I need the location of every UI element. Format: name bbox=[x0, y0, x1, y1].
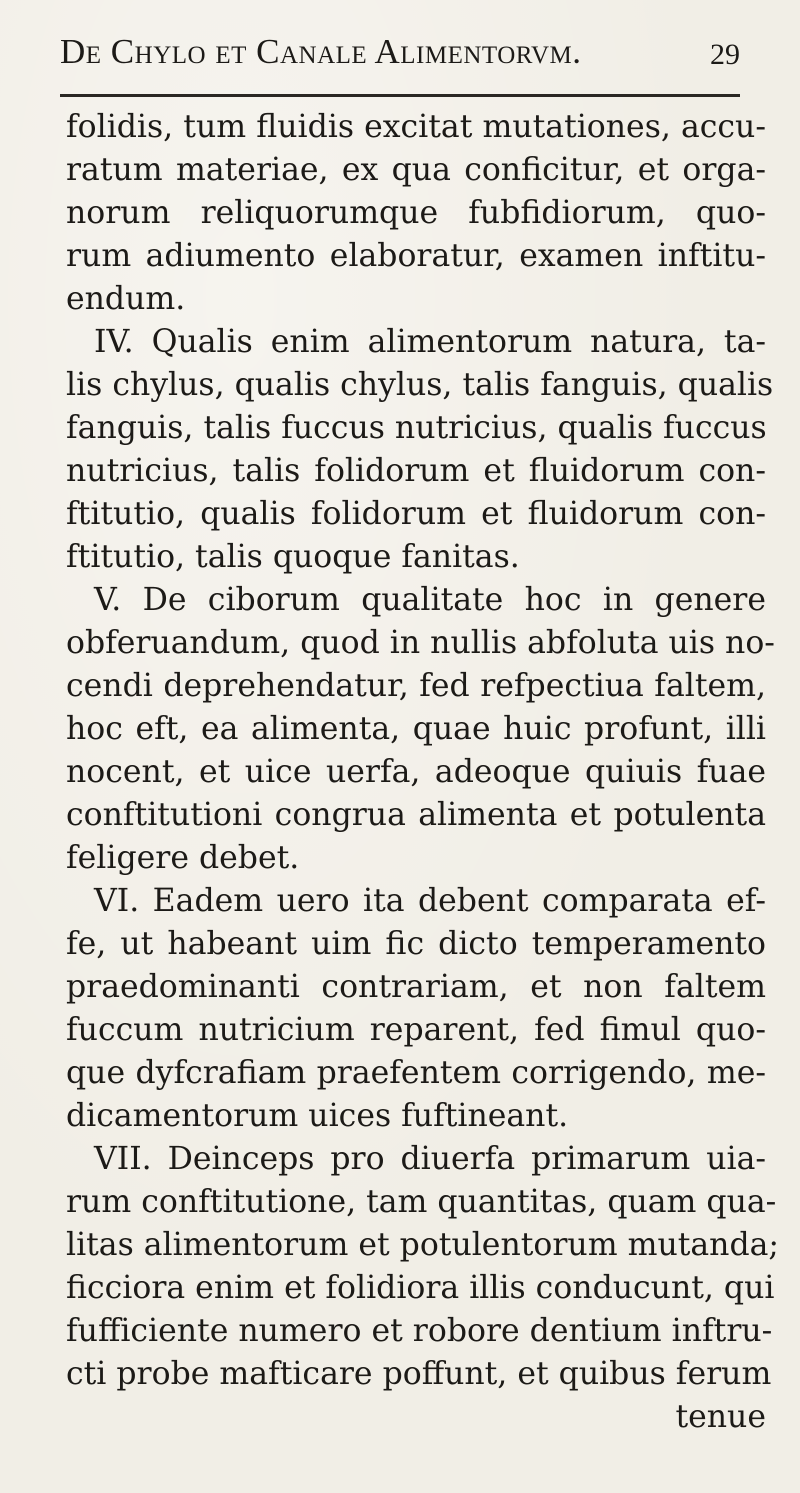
running-title: De Chylo et Canale Alimentorvm. bbox=[60, 32, 582, 71]
text-line: endum. bbox=[66, 281, 186, 317]
running-head bbox=[60, 28, 740, 76]
catchword: tenue bbox=[675, 1399, 766, 1435]
text-line: dicamentorum uices fuftineant. bbox=[66, 1098, 569, 1134]
text-line: rum conftitutione, tam quantitas, quam qua- bbox=[66, 1184, 777, 1220]
text-line: cendi deprehendatur, fed refpectiua faltem, bbox=[66, 668, 766, 704]
body-text bbox=[66, 106, 780, 1439]
text-line: rum adiumento elaboratur, examen inftitu- bbox=[66, 238, 766, 274]
text-line: hoc eft, ea alimenta, quae huic profunt, illi bbox=[66, 711, 766, 747]
text-line: ratum materiae, ex qua conficitur, et orga- bbox=[66, 152, 766, 188]
paragraph-vi-start: VI. Eadem uero ita debent comparata ef- bbox=[94, 883, 766, 919]
paragraph-vii-start: VII. Deinceps pro diuerfa primarum uia- bbox=[94, 1141, 766, 1177]
text-line: nocent, et uice uerfa, adeoque quiuis fuae bbox=[66, 754, 766, 790]
text-line: conftitutioni congrua alimenta et potulenta bbox=[66, 797, 766, 833]
text-line: feligere debet. bbox=[66, 840, 300, 876]
page-number: 29 bbox=[710, 38, 740, 71]
text-line: fe, ut habeant uim fic dicto temperamento bbox=[66, 926, 766, 962]
text-line: ftitutio, talis quoque fanitas. bbox=[66, 539, 520, 575]
text-line: cti probe mafticare poffunt, et quibus ferum bbox=[66, 1356, 772, 1392]
text-line: nutricius, talis folidorum et fluidorum con- bbox=[66, 453, 766, 489]
text-line: lis chylus, qualis chylus, talis fanguis, qualis bbox=[66, 367, 774, 403]
text-line: fuccum nutricium reparent, fed fimul quo- bbox=[66, 1012, 766, 1048]
text-line: norum reliquorumque fubfidiorum, quo- bbox=[66, 195, 766, 231]
text-line: folidis, tum fluidis excitat mutationes, accu- bbox=[66, 109, 766, 145]
text-line: que dyfcrafiam praefentem corrigendo, me- bbox=[66, 1055, 766, 1091]
text-line: litas alimentorum et potulentorum mutanda; bbox=[66, 1227, 780, 1263]
text-line: ficciora enim et folidiora illis conducunt, qui bbox=[66, 1270, 775, 1306]
text-line: fanguis, talis fuccus nutricius, qualis fuccus bbox=[66, 410, 767, 446]
text-line: praedominanti contrariam, et non faltem bbox=[66, 969, 766, 1005]
text-line: ftitutio, qualis folidorum et fluidorum con- bbox=[66, 496, 766, 532]
paragraph-iv-start: IV. Qualis enim alimentorum natura, ta- bbox=[94, 324, 766, 360]
header-rule bbox=[60, 94, 740, 97]
paragraph-v-start: V. De ciborum qualitate hoc in genere bbox=[94, 582, 766, 618]
text-line: fufficiente numero et robore dentium inftru- bbox=[66, 1313, 773, 1349]
text-line: obferuandum, quod in nullis abfoluta uis no- bbox=[66, 625, 775, 661]
